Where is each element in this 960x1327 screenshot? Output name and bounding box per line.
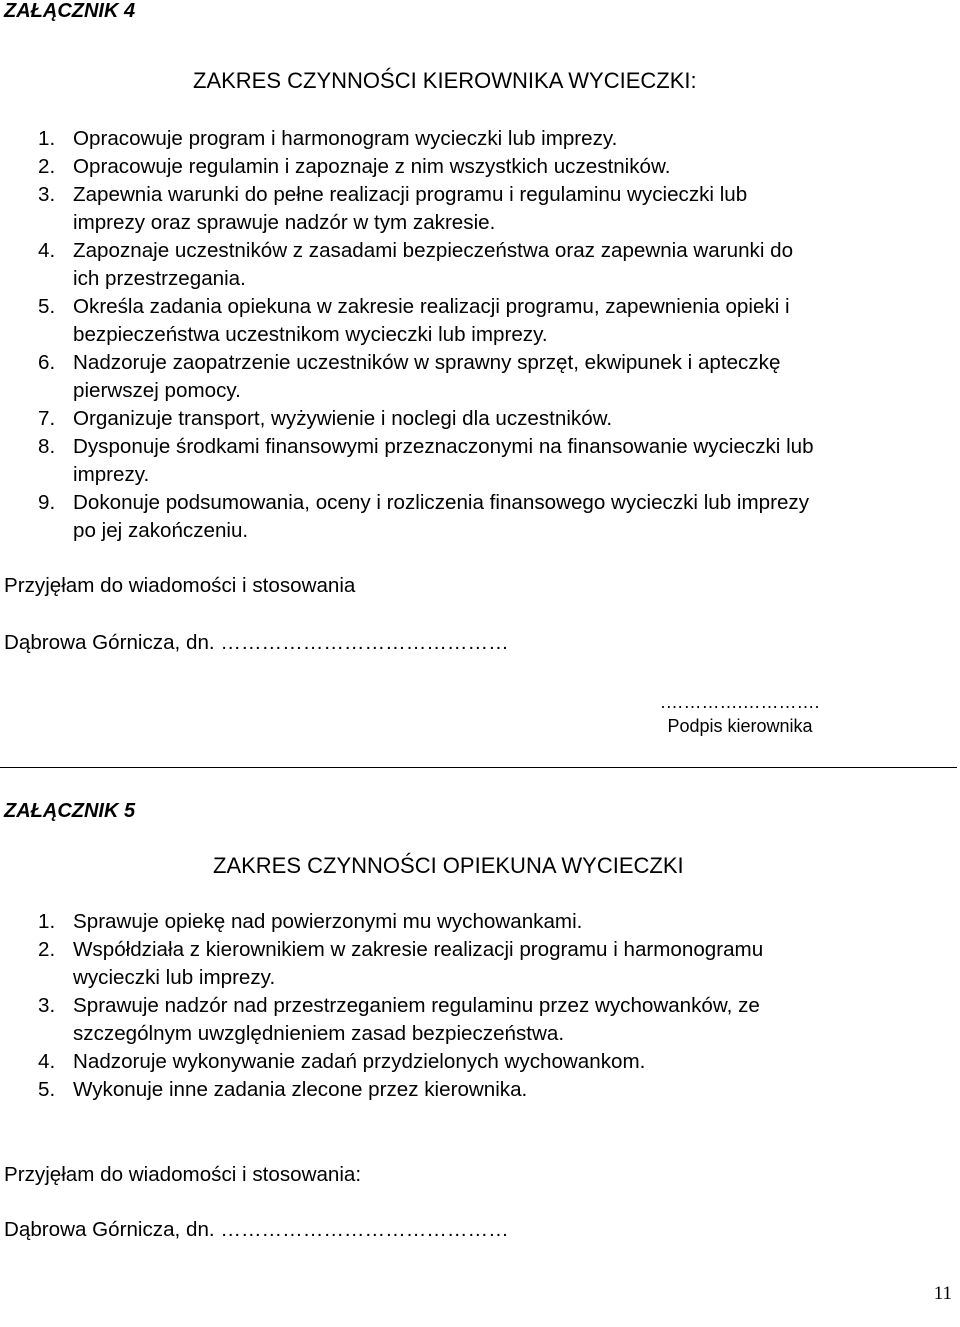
list-item — [0, 992, 763, 1048]
list-item — [0, 433, 814, 489]
annex-5-label: ZAŁĄCZNIK 5 — [4, 800, 136, 822]
item-number: 2. — [38, 938, 56, 961]
section-divider — [0, 767, 957, 768]
item-number: 4. — [38, 239, 56, 262]
item-text-line: Zapoznaje uczestników z zasadami bezpieczeństwa oraz zapewnia warunki do — [73, 239, 794, 262]
item-text-line: bezpieczeństwa uczestnikom wycieczki lub imprezy. — [73, 323, 548, 346]
item-text-line: Nadzoruje wykonywanie zadań przydzielonych wychowankom. — [73, 1050, 646, 1073]
annex-4-task-list — [0, 125, 814, 545]
item-number: 3. — [38, 183, 56, 206]
item-text-line: Nadzoruje zaopatrzenie uczestników w sprawny sprzęt, ekwipunek i apteczkę — [73, 351, 781, 374]
list-item — [0, 489, 814, 545]
item-text-line: Organizuje transport, wyżywienie i noclegi dla uczestników. — [73, 407, 613, 430]
annex-5-task-list — [0, 908, 763, 1104]
item-number: 5. — [38, 1078, 56, 1101]
list-item — [0, 936, 763, 992]
list-item — [0, 1076, 763, 1104]
item-text-line: imprezy. — [73, 463, 150, 486]
item-number: 8. — [38, 435, 56, 458]
list-item — [0, 181, 814, 237]
item-number: 6. — [38, 351, 56, 374]
item-text-line: Sprawuje opiekę nad powierzonymi mu wychowankami. — [73, 910, 583, 933]
annex-4-heading: ZAKRES CZYNNOŚCI KIEROWNIKA WYCIECZKI: — [193, 68, 697, 93]
item-number: 7. — [38, 407, 56, 430]
item-text-line: po jej zakończeniu. — [73, 519, 249, 542]
list-item — [0, 405, 814, 433]
list-item — [0, 237, 814, 293]
item-number: 9. — [38, 491, 56, 514]
item-text-line: imprezy oraz sprawuje nadzór w tym zakresie. — [73, 211, 496, 234]
place-label: Dąbrowa Górnicza, dn. — [4, 631, 215, 654]
item-text-line: Dokonuje podsumowania, oceny i rozliczenia finansowego wycieczki lub imprezy — [73, 491, 810, 514]
item-number: 3. — [38, 994, 56, 1017]
annex-5-acceptance-text: Przyjęłam do wiadomości i stosowania: — [4, 1163, 362, 1186]
signature-dots: .………….…………. — [660, 692, 820, 712]
item-number: 1. — [38, 127, 56, 150]
annex-4-label: ZAŁĄCZNIK 4 — [4, 0, 136, 22]
date-placeholder-dots: …………………………………… — [220, 631, 509, 654]
annex-4-place-date — [4, 631, 509, 655]
signature-label: Podpis kierownika — [667, 716, 813, 736]
list-item — [0, 1048, 763, 1076]
item-text-line: Dysponuje środkami finansowymi przeznaczonymi na finansowanie wycieczki lub — [73, 435, 814, 458]
item-text-line: Opracowuje regulamin i zapoznaje z nim wszystkich uczestników. — [73, 155, 671, 178]
list-item — [0, 349, 814, 405]
item-text-line: Wykonuje inne zadania zlecone przez kierownika. — [73, 1078, 528, 1101]
annex-5-place-date — [4, 1218, 509, 1242]
list-item — [0, 293, 814, 349]
item-number: 1. — [38, 910, 56, 933]
item-text-line: Współdziała z kierownikiem w zakresie realizacji programu i harmonogramu — [73, 938, 764, 961]
item-text-line: Zapewnia warunki do pełne realizacji programu i regulaminu wycieczki lub — [73, 183, 748, 206]
item-text-line: ich przestrzegania. — [73, 267, 246, 290]
list-item — [0, 908, 763, 936]
item-text-line: szczególnym uwzględnieniem zasad bezpieczeństwa. — [73, 1022, 565, 1045]
annex-5-heading: ZAKRES CZYNNOŚCI OPIEKUNA WYCIECZKI — [213, 853, 684, 878]
item-number: 5. — [38, 295, 56, 318]
annex-4-acceptance-text: Przyjęłam do wiadomości i stosowania — [4, 574, 356, 597]
item-text-line: wycieczki lub imprezy. — [73, 966, 276, 989]
place-label: Dąbrowa Górnicza, dn. — [4, 1218, 215, 1241]
list-item — [0, 125, 814, 153]
item-text-line: Opracowuje program i harmonogram wycieczki lub imprezy. — [73, 127, 618, 150]
item-text-line: pierwszej pomocy. — [73, 379, 241, 402]
item-text-line: Określa zadania opiekuna w zakresie realizacji programu, zapewnienia opieki i — [73, 295, 790, 318]
item-text-line: Sprawuje nadzór nad przestrzeganiem regulaminu przez wychowanków, ze — [73, 994, 760, 1017]
page-number: 11 — [933, 1283, 952, 1304]
item-number: 2. — [38, 155, 56, 178]
date-placeholder-dots: …………………………………… — [220, 1218, 509, 1241]
list-item — [0, 153, 814, 181]
item-number: 4. — [38, 1050, 56, 1073]
